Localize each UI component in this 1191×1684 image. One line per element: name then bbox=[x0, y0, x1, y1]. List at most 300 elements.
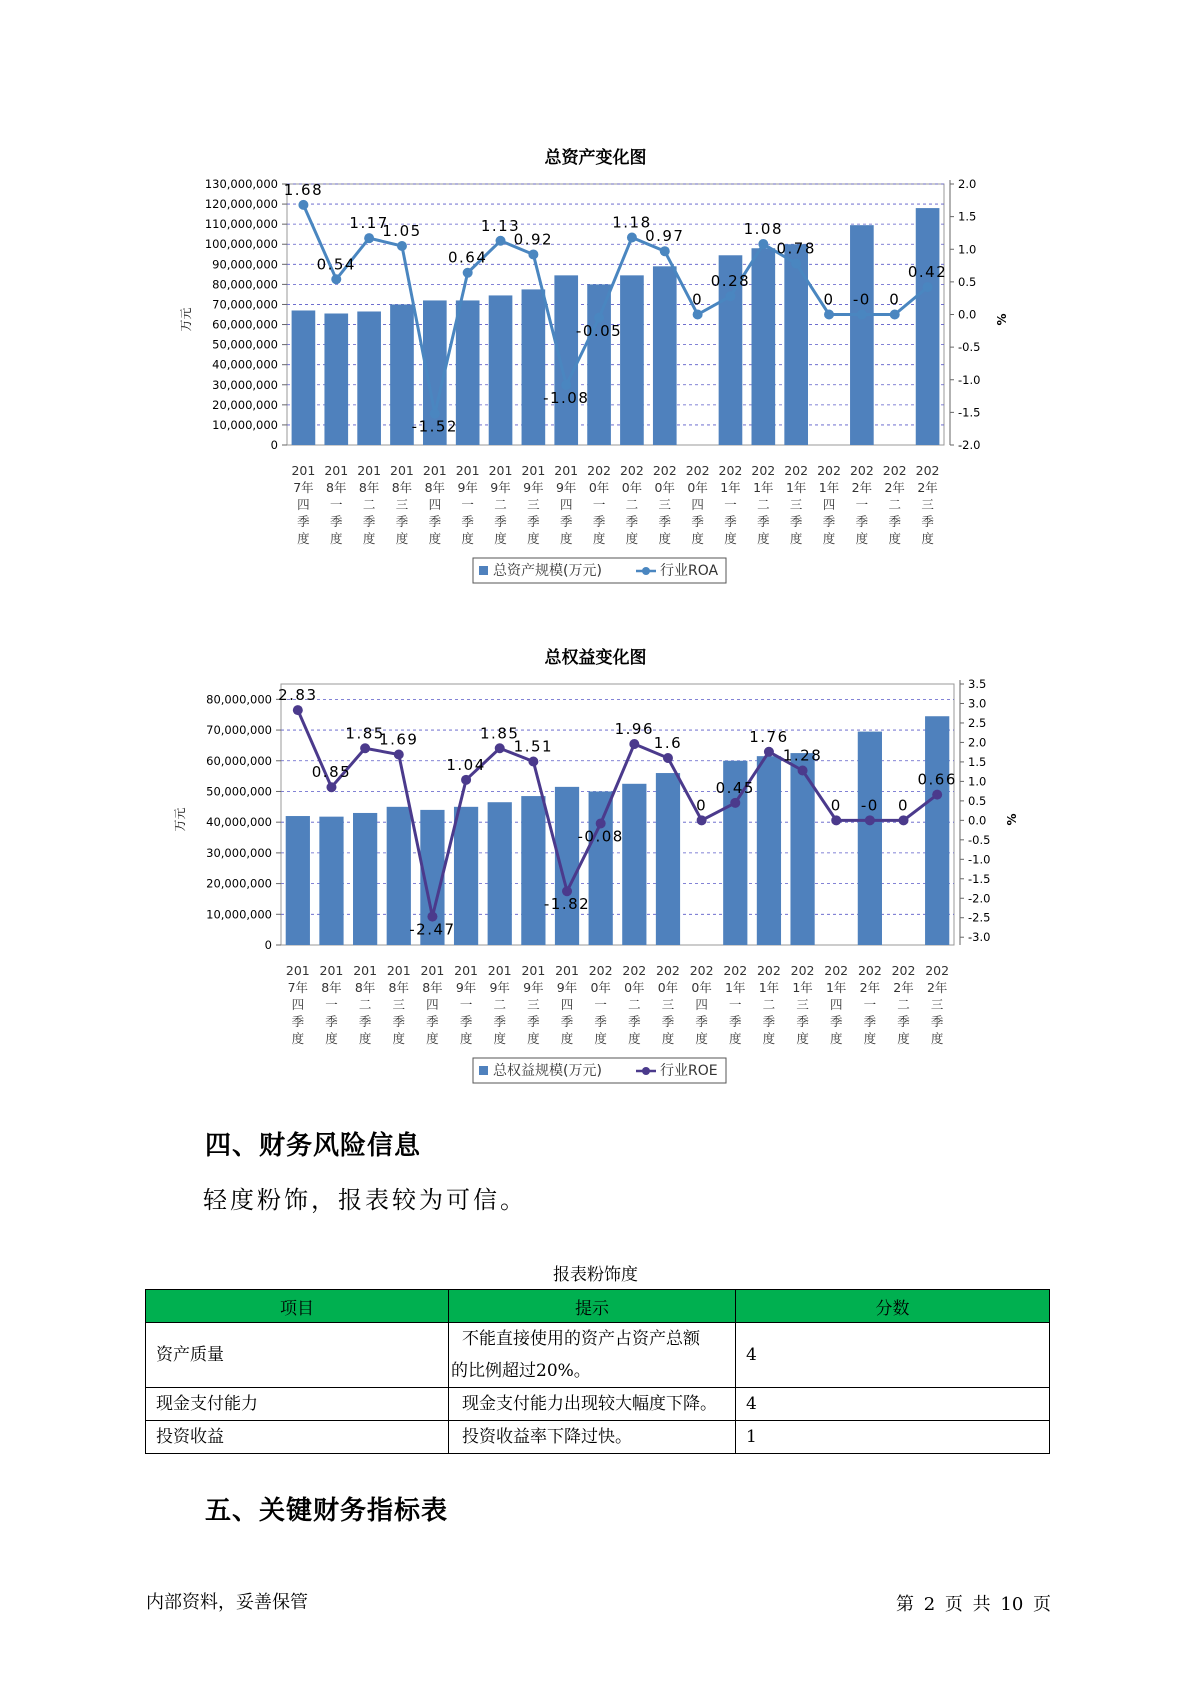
x-tick-label: 0年 bbox=[588, 480, 610, 495]
x-tick-label: 202 bbox=[588, 963, 613, 978]
data-label: 0 bbox=[823, 290, 835, 309]
bar bbox=[454, 807, 478, 945]
x-tick-label: 201 bbox=[319, 963, 344, 978]
x-tick-label: 季 bbox=[855, 514, 869, 529]
data-label: 1.68 bbox=[283, 180, 324, 199]
y2-tick-label: 0.0 bbox=[968, 813, 987, 828]
x-tick-label: 季 bbox=[863, 1014, 877, 1029]
row-item: 投资收益 bbox=[146, 1421, 449, 1454]
data-label: 0.54 bbox=[316, 255, 356, 274]
data-label: 0 bbox=[898, 796, 910, 815]
x-tick-label: 度 bbox=[691, 531, 704, 546]
y-tick-label: 0 bbox=[264, 938, 272, 952]
section-heading-financial-risk: 四、财务风险信息 bbox=[205, 1131, 422, 1161]
x-tick-label: 1年 bbox=[818, 480, 840, 495]
risk-summary: 轻度粉饰，报表较为可信。 bbox=[203, 1186, 527, 1214]
x-tick-label: 9年 bbox=[523, 480, 544, 495]
data-label: 0.97 bbox=[645, 227, 685, 246]
data-label: -0.05 bbox=[575, 321, 623, 340]
x-tick-label: 0年 bbox=[621, 480, 643, 495]
x-tick-label: 度 bbox=[330, 531, 343, 546]
bar bbox=[387, 807, 411, 945]
y2-tick-label: -2.0 bbox=[968, 891, 991, 906]
data-label: 1.04 bbox=[446, 755, 486, 774]
x-tick-label: 度 bbox=[625, 531, 639, 546]
x-tick-label: 度 bbox=[297, 531, 310, 546]
x-tick-label: 二 bbox=[358, 997, 372, 1012]
y-tick-label: 10,000,000 bbox=[212, 417, 278, 432]
x-tick-label: 二 bbox=[362, 497, 376, 512]
row-hint-line1: 投资收益率下降过快。 bbox=[462, 1427, 632, 1447]
data-label: 0.92 bbox=[513, 230, 554, 249]
y-tick-label: 80,000,000 bbox=[206, 692, 272, 707]
x-tick-label: 度 bbox=[757, 531, 770, 546]
x-tick-label: 度 bbox=[392, 1031, 406, 1046]
data-label: 0.45 bbox=[715, 778, 755, 797]
line-point bbox=[394, 750, 404, 760]
data-label: 0.42 bbox=[907, 263, 948, 282]
x-tick-label: 9年 bbox=[455, 980, 477, 995]
row-hint-line1: 现金支付能力出现较大幅度下降。 bbox=[462, 1394, 717, 1414]
x-tick-label: 201 bbox=[285, 963, 310, 978]
x-tick-label: 201 bbox=[521, 963, 546, 978]
x-tick-label: 度 bbox=[594, 1031, 607, 1046]
line-point bbox=[730, 798, 740, 808]
x-tick-label: 201 bbox=[555, 963, 579, 978]
legend-bar-label: 总权益规模(万元) bbox=[493, 1063, 602, 1079]
x-tick-label: 一 bbox=[330, 497, 343, 512]
x-tick-label: 二 bbox=[897, 997, 910, 1012]
x-tick-label: 度 bbox=[493, 1031, 506, 1046]
data-label: 1.85 bbox=[480, 724, 520, 743]
x-tick-label: 一 bbox=[461, 497, 474, 512]
bar bbox=[555, 787, 579, 945]
x-tick-label: 三 bbox=[527, 497, 540, 512]
x-tick-label: 1年 bbox=[720, 480, 741, 495]
y-tick-label: 60,000,000 bbox=[212, 317, 278, 332]
data-label: 0.64 bbox=[447, 248, 488, 267]
section-heading-key-indicators: 五、关键财务指标表 bbox=[205, 1496, 449, 1526]
x-tick-label: 202 bbox=[790, 963, 815, 978]
line-point bbox=[899, 815, 909, 825]
x-tick-label: 2年 bbox=[917, 480, 938, 495]
x-tick-label: 202 bbox=[652, 463, 677, 478]
line-point bbox=[831, 815, 841, 825]
x-tick-label: 度 bbox=[395, 531, 409, 546]
table-header-row bbox=[146, 1290, 1050, 1323]
x-tick-label: 季 bbox=[291, 1014, 305, 1029]
line-point bbox=[293, 705, 303, 715]
x-tick-label: 季 bbox=[330, 514, 343, 529]
data-label: 1.51 bbox=[513, 737, 554, 756]
bar bbox=[488, 802, 512, 945]
x-tick-label: 202 bbox=[925, 963, 950, 978]
data-label: 1.13 bbox=[480, 216, 521, 235]
x-tick-label: 季 bbox=[658, 514, 672, 529]
x-tick-label: 度 bbox=[426, 1031, 439, 1046]
data-label: 1.69 bbox=[379, 730, 419, 749]
x-tick-label: 2年 bbox=[926, 980, 948, 995]
x-tick-label: 季 bbox=[459, 1014, 473, 1029]
x-tick-label: 一 bbox=[594, 997, 607, 1012]
footer-page-number: 第 2 页 共 10 页 bbox=[896, 1594, 1051, 1615]
x-tick-label: 度 bbox=[325, 1031, 338, 1046]
y2-tick-label: 2.0 bbox=[968, 735, 987, 750]
x-tick-label: 202 bbox=[849, 463, 874, 478]
x-tick-label: 8年 bbox=[321, 980, 342, 995]
x-tick-label: 度 bbox=[428, 531, 442, 546]
line-point bbox=[663, 753, 673, 763]
x-tick-label: 季 bbox=[560, 1014, 574, 1029]
x-tick-label: 9年 bbox=[489, 980, 510, 995]
x-tick-label: 季 bbox=[527, 514, 540, 529]
header-score: 分数 bbox=[736, 1290, 1050, 1323]
data-label: 0 bbox=[830, 796, 842, 815]
y2-tick-label: 0.5 bbox=[958, 274, 977, 289]
x-tick-label: 四 bbox=[297, 497, 310, 512]
line-point bbox=[326, 782, 336, 792]
x-tick-label: 1年 bbox=[753, 480, 774, 495]
x-tick-label: 季 bbox=[888, 514, 901, 529]
x-tick-label: 季 bbox=[426, 1014, 439, 1029]
x-tick-label: 四 bbox=[691, 497, 704, 512]
data-label: 1.6 bbox=[653, 734, 683, 753]
x-tick-label: 201 bbox=[386, 963, 411, 978]
x-tick-label: 四 bbox=[426, 997, 439, 1012]
y-tick-label: 30,000,000 bbox=[212, 377, 278, 392]
x-tick-label: 季 bbox=[559, 514, 573, 529]
x-tick-label: 201 bbox=[521, 463, 546, 478]
data-label: 1.28 bbox=[782, 746, 823, 765]
x-tick-label: 季 bbox=[729, 1014, 742, 1029]
x-tick-label: 季 bbox=[493, 1014, 506, 1029]
x-tick-label: 9年 bbox=[490, 480, 511, 495]
y-tick-label: 50,000,000 bbox=[206, 784, 272, 799]
x-tick-label: 202 bbox=[656, 963, 680, 978]
x-tick-label: 季 bbox=[897, 1014, 910, 1029]
x-tick-label: 一 bbox=[729, 997, 742, 1012]
y2-tick-label: 1.0 bbox=[958, 242, 977, 257]
data-label: 0 bbox=[696, 796, 708, 815]
y-tick-label: 20,000,000 bbox=[206, 876, 272, 891]
data-label: 0.85 bbox=[311, 763, 352, 782]
x-tick-label: 一 bbox=[325, 997, 338, 1012]
x-tick-label: 202 bbox=[723, 963, 748, 978]
x-tick-label: 季 bbox=[691, 514, 704, 529]
y2-tick-label: 3.5 bbox=[968, 677, 987, 691]
x-tick-label: 四 bbox=[695, 997, 708, 1012]
x-tick-label: 202 bbox=[619, 463, 644, 478]
x-tick-label: 度 bbox=[661, 1031, 675, 1046]
x-tick-label: 季 bbox=[527, 1014, 540, 1029]
x-tick-label: 202 bbox=[824, 963, 849, 978]
bar bbox=[925, 716, 949, 945]
bar bbox=[319, 817, 343, 945]
row-hint bbox=[449, 1421, 736, 1454]
y2-axis-unit-label: % bbox=[1005, 813, 1019, 826]
x-tick-label: 度 bbox=[527, 531, 540, 546]
x-tick-label: 三 bbox=[921, 497, 934, 512]
y-tick-label: 120,000,000 bbox=[204, 197, 278, 212]
x-tick-label: 一 bbox=[724, 497, 737, 512]
line-point bbox=[697, 815, 707, 825]
y-tick-label: 40,000,000 bbox=[212, 357, 278, 372]
whitewash-table bbox=[145, 1289, 1050, 1454]
y-tick-label: 30,000,000 bbox=[206, 845, 272, 860]
x-tick-label: 季 bbox=[796, 1014, 809, 1029]
y2-tick-label: 3.0 bbox=[968, 696, 987, 711]
x-tick-label: 四 bbox=[560, 997, 574, 1012]
y2-tick-label: 1.0 bbox=[968, 774, 987, 789]
y-tick-label: 110,000,000 bbox=[204, 217, 278, 232]
bar bbox=[757, 756, 781, 945]
data-label: 0.28 bbox=[710, 272, 751, 291]
data-label: 2.83 bbox=[278, 686, 318, 705]
y2-tick-label: 0.5 bbox=[968, 793, 987, 808]
y-tick-label: 40,000,000 bbox=[206, 815, 272, 830]
x-tick-label: 度 bbox=[888, 531, 901, 546]
x-tick-label: 9年 bbox=[457, 480, 478, 495]
y-tick-label: 60,000,000 bbox=[206, 753, 272, 768]
table-row bbox=[146, 1421, 1050, 1454]
x-tick-label: 202 bbox=[587, 463, 612, 478]
x-tick-label: 二 bbox=[494, 497, 507, 512]
x-tick-label: 四 bbox=[822, 497, 836, 512]
data-label: -1.08 bbox=[543, 388, 590, 407]
x-tick-label: 8年 bbox=[354, 980, 376, 995]
x-tick-label: 201 bbox=[455, 463, 480, 478]
data-label: -1.52 bbox=[411, 417, 458, 436]
y-tick-label: 70,000,000 bbox=[206, 723, 272, 738]
row-item: 现金支付能力 bbox=[146, 1388, 449, 1421]
x-tick-label: 202 bbox=[857, 963, 882, 978]
data-label: 0 bbox=[889, 290, 901, 309]
x-tick-label: 季 bbox=[494, 514, 507, 529]
x-tick-label: 201 bbox=[487, 963, 512, 978]
y-tick-label: 70,000,000 bbox=[212, 297, 278, 312]
x-tick-label: 三 bbox=[930, 997, 944, 1012]
x-tick-label: 202 bbox=[915, 463, 940, 478]
data-label: -2.47 bbox=[409, 920, 456, 939]
line-point bbox=[798, 765, 808, 775]
x-tick-label: 201 bbox=[357, 463, 382, 478]
data-label: 0 bbox=[692, 290, 704, 309]
x-tick-label: 季 bbox=[789, 514, 803, 529]
x-tick-label: 季 bbox=[395, 514, 409, 529]
x-tick-label: 三 bbox=[789, 497, 803, 512]
table-row bbox=[146, 1323, 1050, 1388]
x-tick-label: 季 bbox=[762, 1014, 776, 1029]
x-tick-label: 一 bbox=[592, 497, 606, 512]
chart-title-total-equity: 总权益变化图 bbox=[544, 648, 647, 668]
x-tick-label: 度 bbox=[762, 1031, 776, 1046]
x-tick-label: 季 bbox=[625, 514, 639, 529]
x-tick-label: 0年 bbox=[590, 980, 611, 995]
x-tick-label: 9年 bbox=[555, 480, 577, 495]
data-label: 1.05 bbox=[382, 221, 422, 240]
y2-tick-label: -1.5 bbox=[968, 871, 991, 886]
x-tick-label: 0年 bbox=[687, 480, 708, 495]
x-tick-label: 四 bbox=[829, 997, 843, 1012]
x-tick-label: 1年 bbox=[758, 980, 780, 995]
x-tick-label: 度 bbox=[592, 531, 606, 546]
data-label: 1.85 bbox=[345, 724, 385, 743]
x-tick-label: 201 bbox=[420, 963, 445, 978]
x-tick-label: 三 bbox=[527, 997, 540, 1012]
legend-bar-swatch bbox=[479, 1066, 488, 1075]
x-tick-label: 度 bbox=[930, 1031, 944, 1046]
x-tick-label: 季 bbox=[724, 514, 737, 529]
x-tick-label: 二 bbox=[493, 997, 506, 1012]
x-tick-label: 9年 bbox=[556, 980, 578, 995]
data-label: -1.82 bbox=[543, 895, 591, 914]
data-label: 1.08 bbox=[743, 220, 784, 239]
y2-tick-label: 1.5 bbox=[968, 754, 987, 769]
bar bbox=[521, 796, 545, 945]
bar bbox=[353, 813, 377, 945]
legend-line-label: 行业ROA bbox=[660, 563, 719, 579]
x-tick-label: 202 bbox=[622, 963, 647, 978]
y-tick-label: 20,000,000 bbox=[212, 397, 278, 412]
x-tick-label: 度 bbox=[695, 1031, 708, 1046]
y-axis-unit-label: 万元 bbox=[173, 807, 187, 832]
x-tick-label: 一 bbox=[863, 997, 877, 1012]
x-tick-label: 二 bbox=[625, 497, 639, 512]
x-tick-label: 二 bbox=[888, 497, 901, 512]
x-tick-label: 201 bbox=[422, 463, 447, 478]
y-tick-label: 50,000,000 bbox=[212, 337, 278, 352]
x-tick-label: 2年 bbox=[851, 480, 873, 495]
x-tick-label: 四 bbox=[559, 497, 573, 512]
x-tick-label: 2年 bbox=[884, 480, 905, 495]
x-tick-label: 季 bbox=[695, 1014, 708, 1029]
x-tick-label: 201 bbox=[353, 963, 378, 978]
x-tick-label: 度 bbox=[658, 531, 672, 546]
x-tick-label: 季 bbox=[297, 514, 310, 529]
legend-line-label: 行业ROE bbox=[660, 1063, 718, 1079]
x-tick-label: 度 bbox=[527, 1031, 540, 1046]
x-tick-label: 9年 bbox=[523, 980, 544, 995]
x-tick-label: 季 bbox=[822, 514, 836, 529]
y2-tick-label: -3.0 bbox=[968, 930, 991, 945]
x-tick-label: 202 bbox=[718, 463, 743, 478]
header-hint: 提示 bbox=[449, 1290, 736, 1323]
data-label: -0 bbox=[852, 290, 871, 309]
row-score: 1 bbox=[736, 1421, 1050, 1454]
row-hint-line1: 不能直接使用的资产占资产总额 bbox=[462, 1329, 700, 1349]
x-tick-label: 1年 bbox=[725, 980, 746, 995]
y-tick-label: 10,000,000 bbox=[206, 907, 272, 922]
y2-tick-label: 2.0 bbox=[958, 177, 977, 191]
line-point bbox=[764, 747, 774, 757]
x-tick-label: 度 bbox=[459, 1031, 473, 1046]
y2-tick-label: -0.5 bbox=[968, 832, 991, 847]
x-tick-label: 8年 bbox=[424, 480, 446, 495]
x-tick-label: 一 bbox=[459, 997, 473, 1012]
row-hint-line2: 的比例超过20%。 bbox=[451, 1361, 591, 1381]
x-tick-label: 201 bbox=[291, 463, 316, 478]
x-tick-label: 度 bbox=[796, 1031, 809, 1046]
x-tick-label: 201 bbox=[454, 963, 479, 978]
data-label: -0.08 bbox=[577, 827, 624, 846]
line-point bbox=[932, 790, 942, 800]
x-tick-label: 季 bbox=[428, 514, 442, 529]
x-tick-label: 季 bbox=[358, 1014, 372, 1029]
y-axis-unit-label: 万元 bbox=[179, 307, 193, 332]
footer-confidential: 内部资料，妥善保管 bbox=[146, 1592, 308, 1613]
x-tick-label: 季 bbox=[392, 1014, 406, 1029]
x-tick-label: 度 bbox=[559, 531, 573, 546]
data-label: 1.96 bbox=[614, 719, 655, 738]
y2-tick-label: 0.0 bbox=[958, 307, 977, 322]
x-tick-label: 季 bbox=[461, 514, 474, 529]
x-tick-label: 度 bbox=[789, 531, 803, 546]
y2-tick-label: 2.5 bbox=[968, 715, 987, 730]
legend-line-marker bbox=[642, 1067, 650, 1075]
x-tick-label: 0年 bbox=[624, 980, 645, 995]
x-tick-label: 季 bbox=[921, 514, 934, 529]
x-tick-label: 二 bbox=[628, 997, 641, 1012]
x-tick-label: 度 bbox=[291, 1031, 305, 1046]
x-tick-label: 三 bbox=[658, 497, 672, 512]
bar bbox=[589, 791, 613, 945]
y-tick-label: 0 bbox=[270, 438, 278, 452]
y2-tick-label: 1.5 bbox=[958, 209, 977, 224]
x-tick-label: 8年 bbox=[388, 980, 410, 995]
x-tick-label: 7年 bbox=[287, 980, 309, 995]
x-tick-label: 季 bbox=[628, 1014, 641, 1029]
data-label: 1.76 bbox=[749, 727, 789, 746]
x-tick-label: 三 bbox=[392, 997, 406, 1012]
x-tick-label: 度 bbox=[729, 1031, 742, 1046]
y2-tick-label: -1.5 bbox=[958, 405, 981, 420]
y2-tick-label: -2.5 bbox=[968, 910, 991, 925]
x-tick-label: 度 bbox=[829, 1031, 843, 1046]
x-tick-label: 202 bbox=[817, 463, 841, 478]
x-tick-label: 三 bbox=[661, 997, 675, 1012]
line-point bbox=[495, 743, 505, 753]
x-tick-label: 8年 bbox=[326, 480, 347, 495]
y2-tick-label: -2.0 bbox=[958, 438, 981, 452]
x-tick-label: 季 bbox=[757, 514, 770, 529]
x-tick-label: 202 bbox=[756, 963, 781, 978]
chart-title-total-assets: 总资产变化图 bbox=[544, 148, 647, 168]
row-item: 资产质量 bbox=[146, 1323, 449, 1388]
x-tick-label: 度 bbox=[724, 531, 737, 546]
x-tick-label: 三 bbox=[395, 497, 409, 512]
x-tick-label: 度 bbox=[822, 531, 836, 546]
y-tick-label: 90,000,000 bbox=[212, 257, 278, 272]
x-tick-label: 8年 bbox=[422, 980, 443, 995]
x-tick-label: 1年 bbox=[825, 980, 847, 995]
x-tick-label: 度 bbox=[494, 531, 507, 546]
x-tick-label: 季 bbox=[362, 514, 376, 529]
y-tick-label: 100,000,000 bbox=[204, 237, 278, 252]
bar bbox=[286, 816, 310, 945]
x-tick-label: 季 bbox=[325, 1014, 338, 1029]
x-tick-label: 季 bbox=[592, 514, 606, 529]
x-tick-label: 度 bbox=[362, 531, 376, 546]
x-tick-label: 2年 bbox=[859, 980, 881, 995]
data-label: 0.78 bbox=[776, 239, 816, 258]
x-tick-label: 0年 bbox=[657, 980, 679, 995]
x-tick-label: 二 bbox=[762, 997, 776, 1012]
x-tick-label: 季 bbox=[594, 1014, 607, 1029]
x-tick-label: 季 bbox=[930, 1014, 944, 1029]
x-tick-label: 202 bbox=[882, 463, 907, 478]
x-tick-label: 度 bbox=[863, 1031, 877, 1046]
x-tick-label: 度 bbox=[461, 531, 474, 546]
